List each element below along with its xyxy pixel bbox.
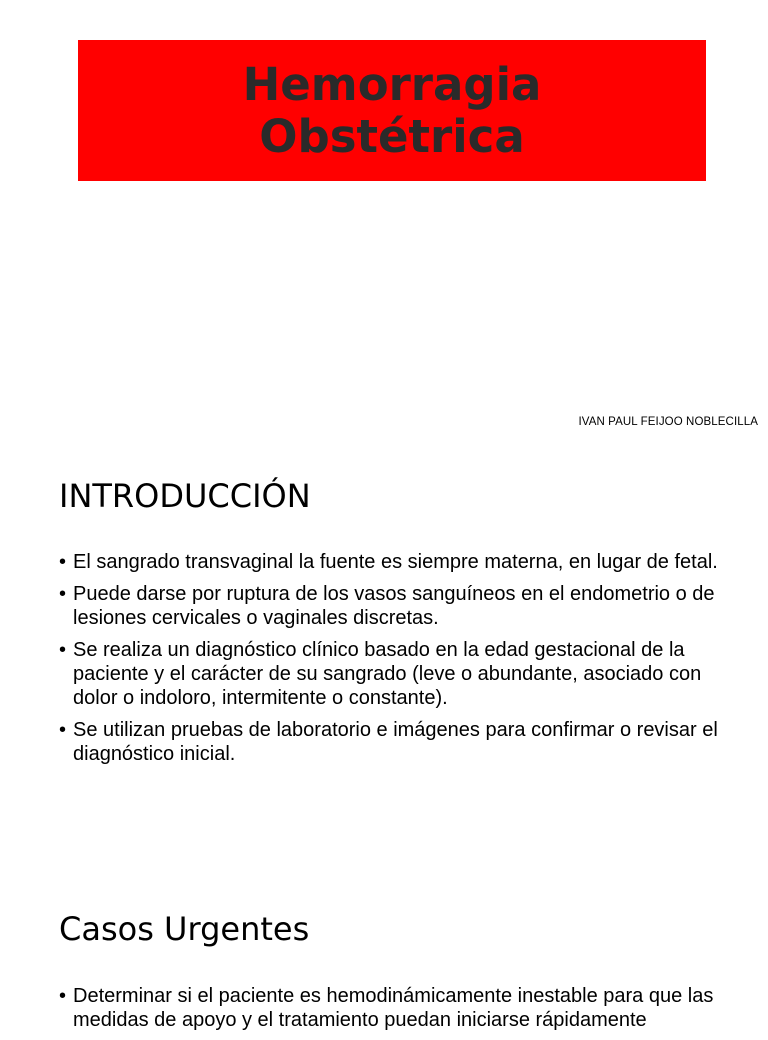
list-item [59,718,719,766]
bullet-text: Se realiza un diagnóstico clínico basado en la edad gestacional de la paciente y el carácter de su sangrado (leve o abundante, asociado con dolor o indoloro, intermitente o constante). [73,639,702,709]
bullet-icon: • [59,639,67,661]
bullet-icon: • [59,583,67,605]
title-banner [78,40,706,181]
list-item [59,582,719,630]
bullet-text: Se utilizan pruebas de laboratorio e imágenes para confirmar o revisar el diagnóstico inicial. [73,719,718,765]
bullet-text: Puede darse por ruptura de los vasos sanguíneos en el endometrio o de lesiones cervicales o vaginales discretas. [73,583,715,629]
title-slide [0,0,768,440]
presentation-title: Hemorragia Obstétrica [242,57,542,163]
introduction-bullet-list [59,550,719,774]
list-item [59,550,719,574]
section-heading-introduccion: INTRODUCCIÓN [59,477,311,515]
urgent-cases-bullet-list [59,984,719,1040]
author-name: IVAN PAUL FEIJOO NOBLECILLA [578,416,758,428]
bullet-text: Determinar si el paciente es hemodinámicamente inestable para que las medidas de apoyo y el tratamiento puedan iniciarse rápidamente [73,985,714,1031]
bullet-icon: • [59,985,67,1007]
bullet-icon: • [59,719,67,741]
list-item [59,984,719,1032]
bullet-text: El sangrado transvaginal la fuente es siempre materna, en lugar de fetal. [73,551,718,573]
urgent-cases-slide [0,880,768,1031]
list-item [59,638,719,710]
section-heading-casos-urgentes: Casos Urgentes [59,910,310,948]
bullet-icon: • [59,551,67,573]
introduction-slide [0,440,768,880]
